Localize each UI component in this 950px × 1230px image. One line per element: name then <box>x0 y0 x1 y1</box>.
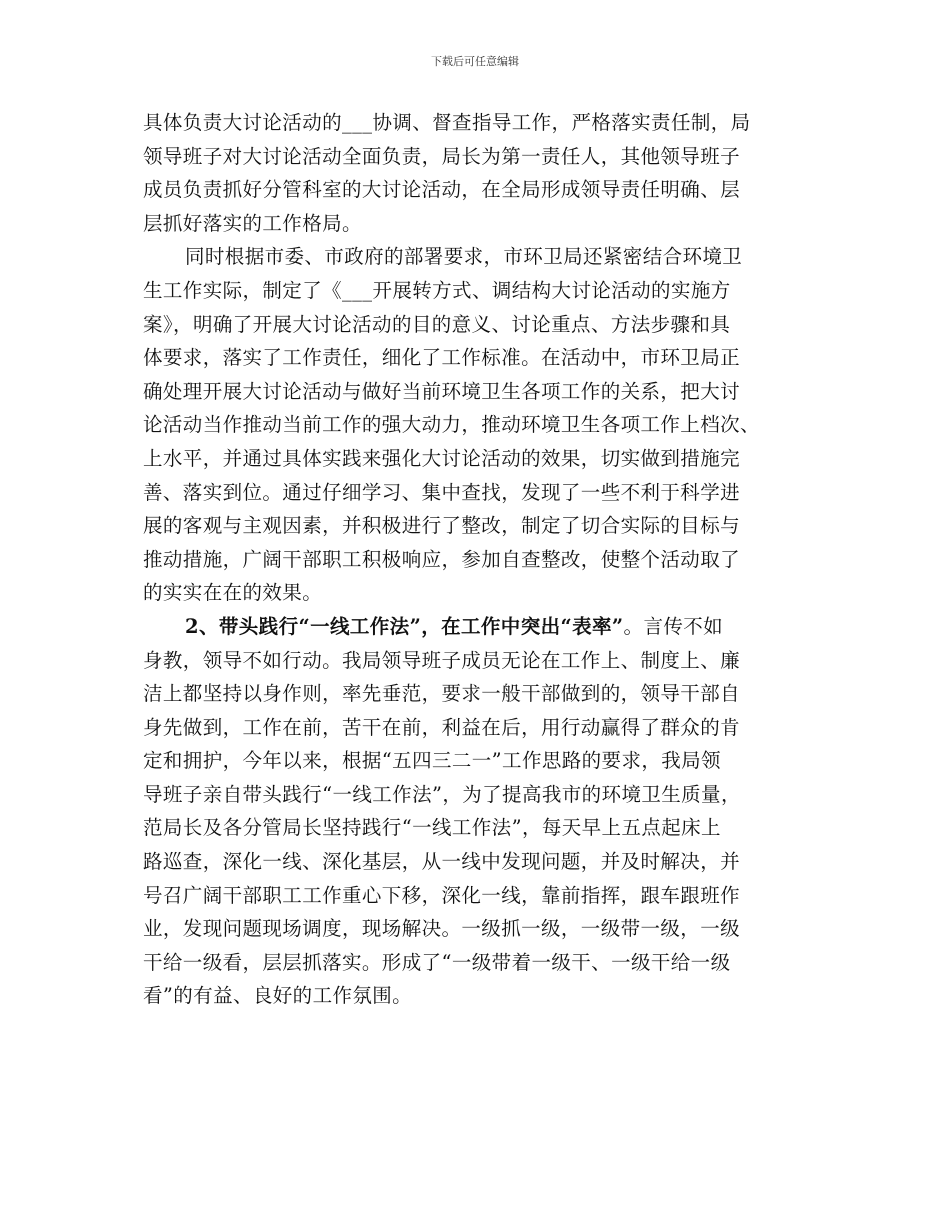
page-header: 下载后可任意编辑 <box>431 55 519 68</box>
text-line: 善、落实到位。通过仔细学习、集中查找，发现了一些不利于科学进 <box>143 480 741 504</box>
text-line: 成员负责抓好分管科室的大讨论活动，在全局形成领导责任明确、层 <box>143 178 741 202</box>
text-line: 上水平，并通过具体实践来强化大讨论活动的效果，切实做到措施完 <box>143 446 741 470</box>
text-line: 层抓好落实的工作格局。 <box>143 211 362 235</box>
text-line: 干给一级看，层层抓落实。形成了“一级带着一级干、一级干给一级 <box>143 950 731 974</box>
text-line: 展的客观与主观因素，并积极进行了整改，制定了切合实际的目标与 <box>143 514 741 538</box>
text-line: 身先做到，工作在前，苦干在前，利益在后，用行动赢得了群众的肯 <box>143 715 741 739</box>
text-line: 范局长及各分管局长坚持践行“一线工作法”，每天早上五点起床上 <box>143 816 721 840</box>
section-heading-line <box>143 610 823 644</box>
text-line: 号召广阔干部职工工作重心下移，深化一线，靠前指挥，跟车跟班作 <box>143 883 741 907</box>
text-line: 定和拥护，今年以来，根据“五四三二一”工作思路的要求，我局领 <box>143 749 721 773</box>
text-line: 推动措施，广阔干部职工积极响应，参加自查整改，使整个活动取了 <box>143 547 741 571</box>
paragraph-2 <box>143 240 823 610</box>
text-line: 案》，明确了开展大讨论活动的目的意义、讨论重点、方法步骤和具 <box>143 312 731 336</box>
text-line: 的实实在在的效果。 <box>143 581 323 605</box>
text-line: 论活动当作推动当前工作的强大动力，推动环境卫生各项工作上档次、 <box>143 413 760 437</box>
text-line: 具体负责大讨论活动的___协调、督查指导工作，严格落实责任制，局 <box>143 111 751 134</box>
paragraph-3 <box>143 610 823 1013</box>
section-heading: 2、带头践行“一线工作法”，在工作中突出“表率” <box>185 614 624 638</box>
text-line: 业，发现问题现场调度，现场解决。一级抓一级，一级带一级，一级 <box>143 917 741 941</box>
paragraph-1 <box>143 106 823 240</box>
text-line: 同时根据市委、市政府的部署要求，市环卫局还紧密结合环境卫 <box>185 245 743 269</box>
text-line: 领导班子对大讨论活动全面负责，局长为第一责任人，其他领导班子 <box>143 144 741 168</box>
text-line: 洁上都坚持以身作则，率先垂范，要求一般干部做到的，领导干部自 <box>143 682 741 706</box>
document-body <box>143 106 823 1013</box>
text-line: 看”的有益、良好的工作氛围。 <box>143 984 413 1008</box>
text-line: 确处理开展大讨论活动与做好当前环境卫生各项工作的关系，把大讨 <box>143 379 741 403</box>
text-line: 身教，领导不如行动。我局领导班子成员无论在工作上、制度上、廉 <box>143 648 741 672</box>
text-line: 导班子亲自带头践行“一线工作法”，为了提高我市的环境卫生质量， <box>143 782 741 806</box>
heading-continuation: 。言传不如 <box>623 614 724 638</box>
text-line: 生工作实际，制定了《___开展转方式、调结构大讨论活动的实施方 <box>143 278 731 302</box>
text-line: 路巡查，深化一线、深化基层，从一线中发现问题，并及时解决，并 <box>143 850 741 874</box>
text-line: 体要求，落实了工作责任，细化了工作标准。在活动中，市环卫局正 <box>143 346 741 370</box>
